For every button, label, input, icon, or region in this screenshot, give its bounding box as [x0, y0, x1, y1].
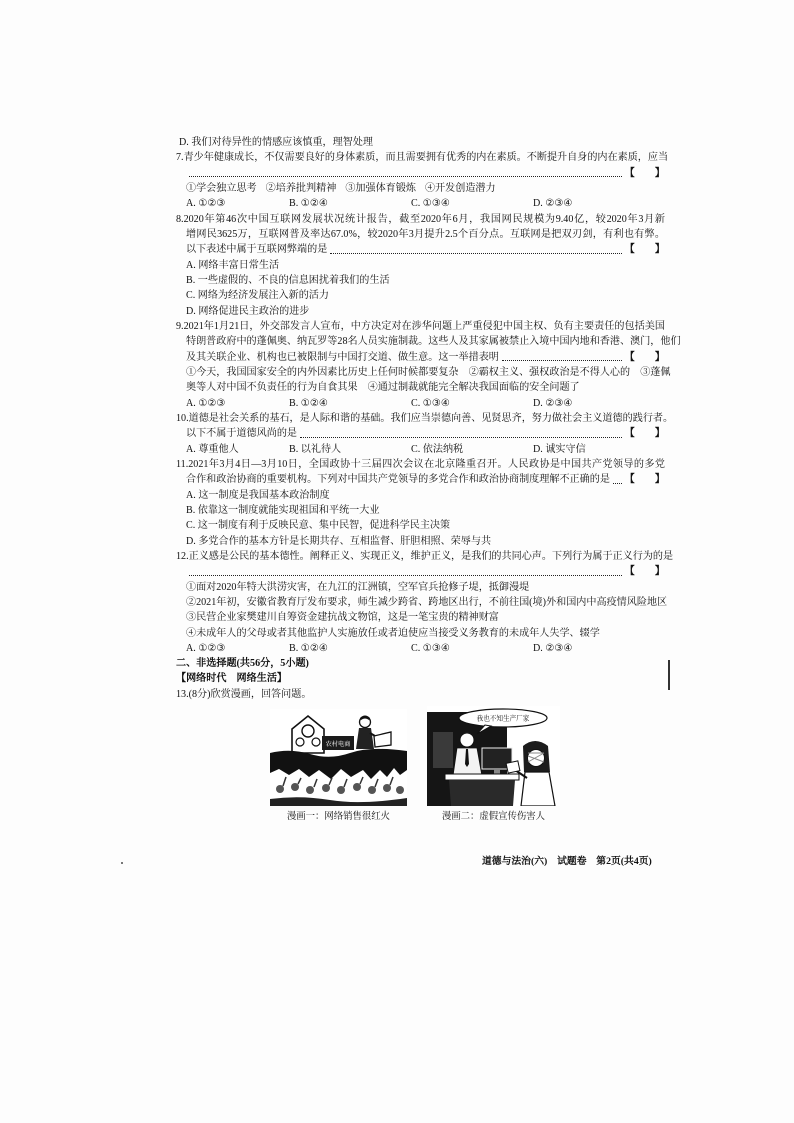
office-window — [433, 732, 453, 768]
merchant-head — [460, 733, 474, 747]
comic-1-caption: 漫画一：网络销售很红火 — [286, 812, 391, 822]
q8-stem-line — [176, 242, 665, 257]
scan-artifact-dot — [121, 862, 123, 864]
q6-option-d: D. 我们对待异性的情感应该慎重，理智处理 — [179, 137, 374, 148]
dot-leader — [502, 360, 622, 361]
crowd-head — [276, 785, 284, 793]
dot-leader — [189, 575, 622, 576]
q9-stem-text: 及其关联企业、机构也已被限制与中国打交道、做生意。这一举措表明 — [186, 351, 499, 363]
q9-statement-line: ①今天，我国国家安全的内外因素比历史上任何时候都要复杂 ②霸权主义、强权政治是不得人心的 ③蓬佩 — [186, 366, 671, 378]
q9-option-a: A. ①②③ — [186, 397, 226, 409]
section-theme: 【网络时代 网络生活】 — [176, 673, 288, 685]
crowd-head — [368, 786, 376, 794]
crowd-head — [396, 786, 404, 794]
q9-answer-bracket: 【 】 — [624, 351, 665, 363]
q8-stem-line: 8.2020年第46次中国互联网发展状况统计报告，截至2020年6月，我国网民规模为9.40亿，较2020年3月新 — [176, 213, 665, 225]
q10-options — [176, 442, 665, 457]
q12-statement-1: ①面对2020年特大洪涝灾害，在九江的江洲镇，空军官兵抢修子堤，抵御漫堤 — [186, 581, 530, 593]
q11-option-a: A. 这一制度是我国基本政治制度 — [186, 489, 330, 501]
q12-statement-3: ③民营企业家樊建川自筹资金建抗战文物馆，这是一笔宝贵的精神财富 — [186, 612, 499, 624]
q7-statement-2: ②培养批判精神 — [265, 182, 337, 194]
money-bag-icon — [296, 738, 304, 746]
q8-option-a: A. 网络丰富日常生活 — [186, 259, 280, 271]
seller-body — [356, 728, 374, 749]
q8-option-d: D. 网络促进民主政治的进步 — [186, 305, 310, 317]
q11-stem-line: 11.2021年3月4日—3月10日，全国政协十三届四次会议在北京隆重召开。人民政协是中国共产党领导的多党 — [176, 458, 665, 470]
crowd-head — [353, 783, 361, 791]
q11-option-b: B. 依靠这一制度就能实现祖国和平统一大业 — [186, 504, 380, 516]
q7-option-d: D. ②③④ — [533, 198, 573, 210]
monitor-stand — [494, 769, 500, 774]
q9-stem-line: 9.2021年1月21日，外交部发言人宣布，中方决定对在涉华问题上严重侵犯中国主权、负有主要责任的包括美国 — [176, 320, 665, 332]
q12-options — [176, 641, 665, 656]
q9-option-b: B. ①②④ — [289, 397, 328, 409]
q10-answer-bracket: 【 】 — [624, 428, 665, 440]
rural-ecommerce-label: 农村电商 — [325, 741, 351, 748]
comic-2-image — [427, 706, 560, 806]
q7-option-c: C. ①③④ — [411, 198, 450, 210]
dot-leader — [189, 176, 622, 177]
crowd-head — [337, 786, 345, 794]
q10-option-b: B. 以礼待人 — [289, 443, 342, 455]
q9-options — [176, 396, 665, 411]
q9-statement-line: 奥等人对中国不负责任的行为自食其果 ④通过制裁就能完全解决我国面临的安全问题了 — [186, 382, 580, 394]
q11-stem-line — [176, 472, 665, 487]
q8-stem-text: 以下表述中属于互联网弊端的是 — [186, 244, 328, 256]
q12-option-a: A. ①②③ — [186, 642, 226, 654]
q7-stem-line: 7.青少年健康成长，不仅需要良好的身体素质，而且需要拥有优秀的内在素质。不断提升自身的内在素质，应当 — [176, 152, 669, 164]
speech-bubble-text: 我也不知生产厂家 — [476, 714, 530, 723]
comic-2-caption: 漫画二：虚假宣传伤害人 — [441, 812, 546, 822]
q10-stem-line — [176, 426, 665, 441]
q10-option-a: A. 尊重他人 — [186, 443, 239, 455]
crowd-head — [291, 783, 299, 791]
q12-answer-line — [176, 564, 665, 579]
q12-statement-2: ②2021年初，安徽省教育厅发布要求，师生减少跨省、跨地区出行，不前往国(境)外和国内中高疫情风险地区 — [186, 596, 668, 608]
money-bag-icon — [302, 725, 314, 737]
dot-leader — [300, 437, 622, 438]
q12-stem-line: 12.正义感是公民的基本德性。阐释正义、实现正义，维护正义，是我们的共同心声。下列行为属于正义行为的是 — [176, 550, 674, 562]
dot-leader — [330, 253, 621, 254]
q7-statement-1: ①学会独立思考 — [186, 182, 257, 194]
q7-option-a: A. ①②③ — [186, 198, 226, 210]
q8-stem-line: 增网民3625万，互联网普及率达67.0%，较2020年3月提升2.5个百分点。互联网是把双刃剑，有利也有弊。 — [186, 228, 665, 240]
q13-stem: 13.(8分)欣赏漫画，回答问题。 — [176, 688, 312, 700]
receipt-paper — [506, 761, 520, 773]
comic-1-drawing — [270, 709, 407, 806]
scan-artifact-line — [668, 660, 670, 690]
office-desk — [445, 774, 519, 780]
q9-option-d: D. ②③④ — [533, 397, 573, 409]
q7-answer-line — [176, 166, 665, 181]
q11-answer-bracket: 【 】 — [624, 474, 665, 486]
comic-1-image — [270, 709, 407, 806]
q7-answer-bracket: 【 】 — [624, 167, 665, 179]
crowd-head — [322, 784, 330, 792]
q12-option-b: B. ①②④ — [289, 642, 328, 654]
q10-option-c: C. 依法纳税 — [411, 443, 464, 455]
q9-stem-line — [176, 350, 665, 365]
q9-option-c: C. ①③④ — [411, 397, 450, 409]
q10-stem-line: 10.道德是社会关系的基石，是人际和谐的基础。我们应当崇德向善、见贤思齐，努力做社会主义道德的践行者。 — [176, 412, 674, 424]
dot-leader — [613, 483, 622, 484]
q7-option-b: B. ①②④ — [289, 198, 328, 210]
q12-statement-4: ④未成年人的父母或者其他监护人实施放任或者迫使应当接受义务教育的未成年人失学、辍学 — [186, 627, 600, 639]
q10-option-d: D. 诚实守信 — [533, 443, 586, 455]
crowd-head — [306, 786, 314, 794]
q12-option-c: C. ①③④ — [411, 642, 450, 654]
crowd-head — [383, 784, 391, 792]
comic-2-drawing — [427, 706, 560, 806]
section-title: 二、非选择题(共56分，5小题) — [176, 658, 309, 670]
q8-option-b: B. 一些虚假的、不良的信息困扰着我们的生活 — [186, 274, 390, 286]
q7-statement-3: ③加强体育锻炼 — [345, 182, 416, 194]
q11-stem-text: 合作和政治协商的重要机构。下列对中国共产党领导的多党合作和政治协商制度理解不正确的是 — [186, 474, 610, 486]
q9-stem-line: 特朗普政府中的蓬佩奥、纳瓦罗等28名人员实施制裁。这些人及其家属被禁止入境中国内地和香港、澳门，他们 — [186, 336, 681, 348]
q8-option-c: C. 网络为经济发展注入新的活力 — [186, 290, 329, 302]
q7-statement-4: ④开发创造潜力 — [424, 182, 496, 194]
q8-answer-bracket: 【 】 — [624, 244, 665, 256]
q10-stem-text: 以下不属于道德风尚的是 — [186, 428, 298, 440]
money-bag-icon — [312, 738, 320, 746]
q7-statements — [176, 181, 665, 196]
page-footer: 道德与法治(六) 试题卷 第2页(共4页) — [482, 856, 652, 867]
q7-options — [176, 196, 665, 211]
desk-front — [449, 780, 515, 806]
q11-option-d: D. 多党合作的基本方针是长期共存、互相监督、肝胆相照、荣辱与共 — [186, 535, 492, 547]
q12-answer-bracket: 【 】 — [624, 566, 665, 578]
question-text-block — [176, 135, 681, 702]
q12-option-d: D. ②③④ — [533, 642, 573, 654]
q11-option-c: C. 这一制度有利于反映民意、集中民智，促进科学民主决策 — [186, 520, 451, 532]
